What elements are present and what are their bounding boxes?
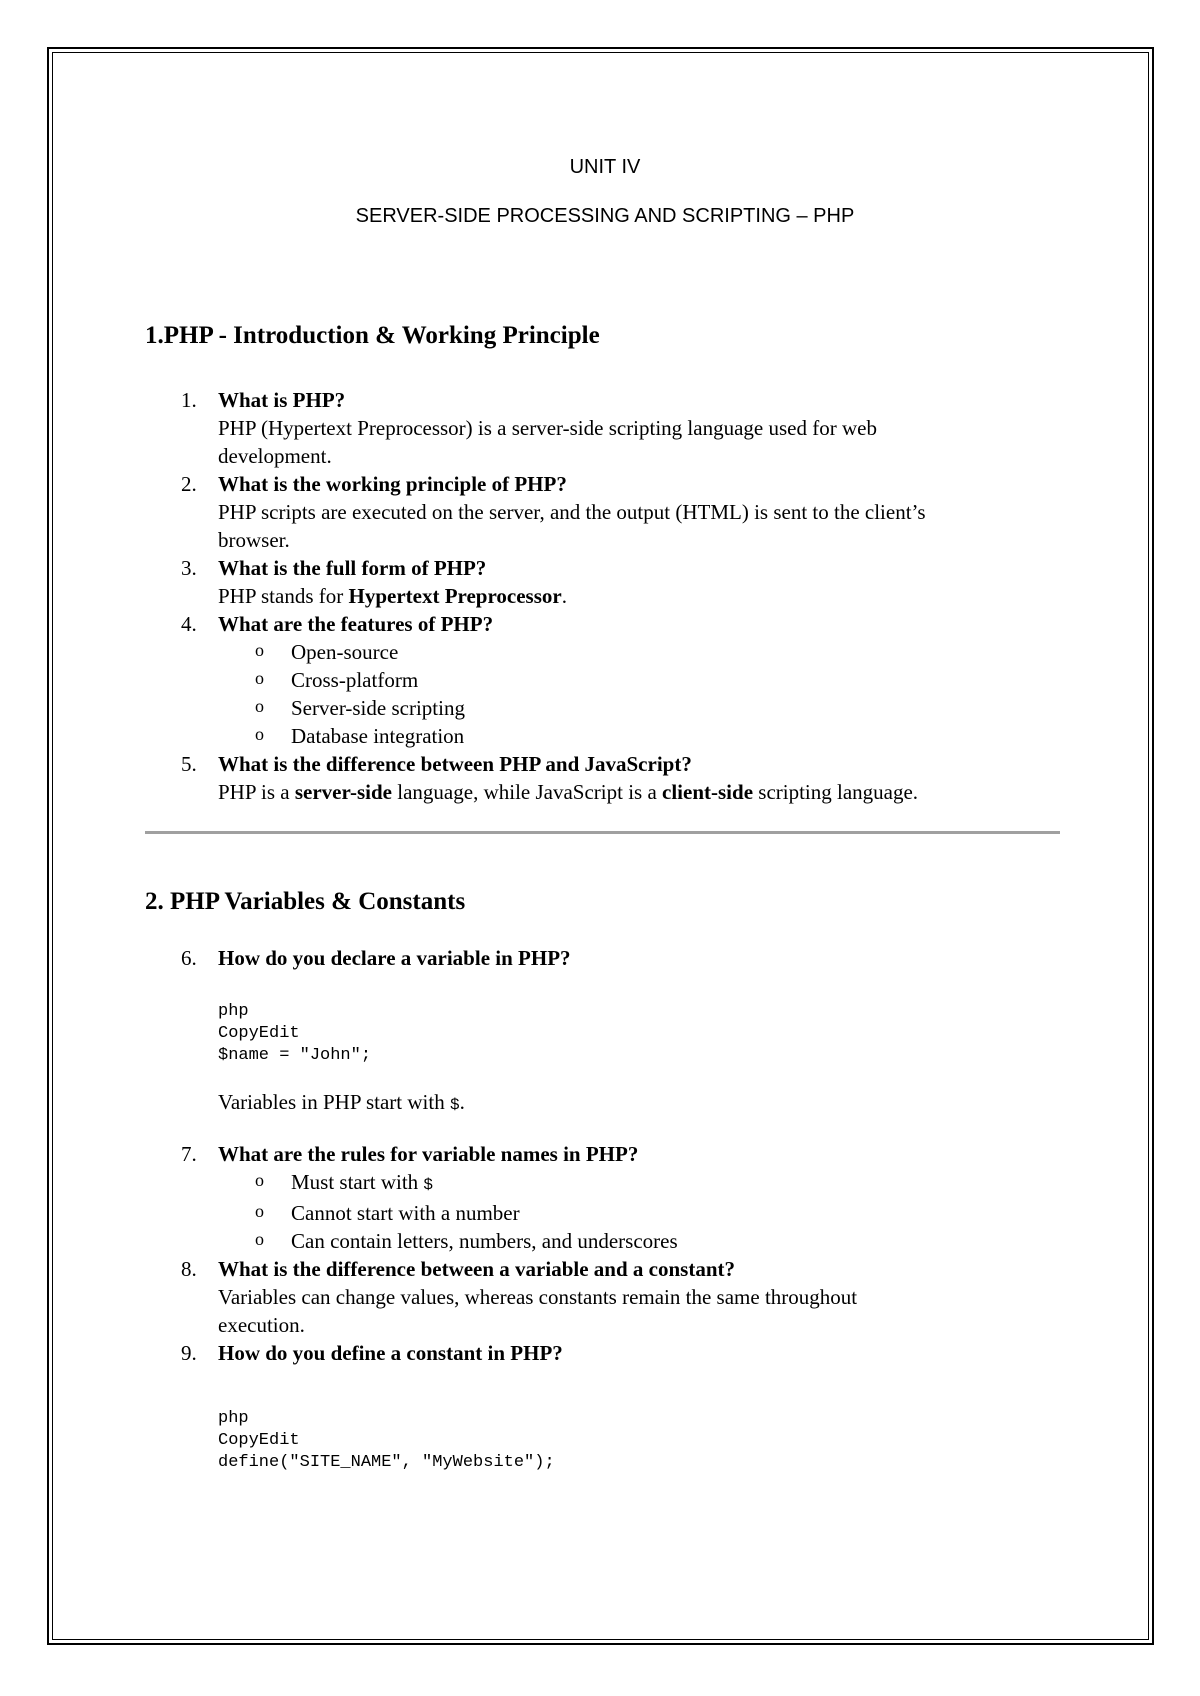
question-number: 7. — [181, 1142, 197, 1166]
question-6 — [145, 944, 1055, 972]
question-number: 3. — [181, 556, 197, 580]
section-2-heading: 2. PHP Variables & Constants — [145, 888, 466, 915]
answer-line: Variables can change values, whereas constants remain the same throughout — [218, 1285, 858, 1309]
question-text: What are the features of PHP? — [218, 612, 494, 636]
question-number: 1. — [181, 388, 197, 412]
list-item-text: Must start with — [291, 1170, 424, 1194]
section-1-heading: 1.PHP - Introduction & Working Principle — [145, 322, 600, 349]
question-number: 9. — [181, 1341, 197, 1365]
question-text: What is the difference between a variable and a constant? — [218, 1257, 735, 1281]
answer-emphasis: client-side — [662, 780, 754, 804]
answer-text: language, while JavaScript is a — [392, 780, 663, 804]
question-3 — [145, 554, 1055, 610]
answer-text: PHP stands for — [218, 584, 349, 608]
question-text: How do you declare a variable in PHP? — [218, 946, 571, 970]
bullet-marker: o — [255, 1201, 264, 1221]
inline-code: $ — [449, 1096, 460, 1114]
list-item-text: Database integration — [291, 724, 465, 748]
list-item — [145, 638, 1055, 666]
code-block-define-constant — [218, 1408, 555, 1474]
question-text: What are the rules for variable names in PHP? — [218, 1142, 639, 1166]
list-item — [145, 1168, 1055, 1199]
question-text: What is the working principle of PHP? — [218, 472, 567, 496]
list-item-text: Can contain letters, numbers, and underscores — [291, 1229, 678, 1253]
question-number: 2. — [181, 472, 197, 496]
question-number: 5. — [181, 752, 197, 776]
answer-line — [218, 582, 1055, 610]
features-list — [145, 638, 1055, 750]
answer-emphasis: Hypertext Preprocessor — [348, 584, 562, 608]
variable-note — [218, 1088, 465, 1119]
horizontal-rule — [145, 831, 1060, 834]
bullet-marker: o — [255, 668, 264, 688]
unit-title: UNIT IV — [569, 156, 641, 178]
answer-text: . — [561, 584, 567, 608]
list-item — [145, 666, 1055, 694]
question-9 — [145, 1339, 1055, 1367]
question-5 — [145, 750, 1055, 806]
question-2 — [145, 470, 1055, 554]
bullet-marker: o — [255, 640, 264, 660]
question-number: 4. — [181, 612, 197, 636]
bullet-marker: o — [255, 696, 264, 716]
answer-line: PHP scripts are executed on the server, and the output (HTML) is sent to the client’s — [218, 500, 926, 524]
note-text: Variables in PHP start with — [218, 1090, 450, 1114]
answer-line: PHP (Hypertext Preprocessor) is a server-side scripting language used for web — [218, 416, 877, 440]
list-item — [145, 1199, 1055, 1227]
list-item-text: Open-source — [291, 640, 399, 664]
code-language-label: php — [218, 1409, 249, 1428]
copy-edit-label[interactable]: CopyEdit — [218, 1024, 300, 1043]
answer-emphasis: server-side — [294, 780, 393, 804]
list-item-text: Cannot start with a number — [291, 1201, 520, 1225]
list-item — [145, 722, 1055, 750]
question-4 — [145, 610, 1055, 638]
page-border-inner — [52, 52, 1149, 1640]
section-2-questions — [145, 1140, 1055, 1367]
bullet-marker: o — [255, 1229, 264, 1249]
answer-text: scripting language. — [753, 780, 919, 804]
question-text: How do you define a constant in PHP? — [218, 1341, 563, 1365]
question-7 — [145, 1140, 1055, 1168]
code-line: $name = "John"; — [218, 1046, 372, 1065]
question-number: 8. — [181, 1257, 197, 1281]
answer-line: browser. — [218, 528, 290, 552]
question-text: What is PHP? — [218, 388, 346, 412]
answer-text: PHP is a — [218, 780, 295, 804]
list-item-text: Server-side scripting — [291, 696, 465, 720]
code-line: define("SITE_NAME", "MyWebsite"); — [218, 1453, 555, 1472]
variable-rules-list — [145, 1168, 1055, 1255]
question-text: What is the difference between PHP and JavaScript? — [218, 752, 692, 776]
code-block-declare-variable — [218, 1001, 371, 1067]
section-1-questions — [145, 386, 1055, 806]
list-item — [145, 694, 1055, 722]
list-item-text: Cross-platform — [291, 668, 419, 692]
answer-line: development. — [218, 444, 332, 468]
answer-line — [218, 778, 1055, 806]
copy-edit-label[interactable]: CopyEdit — [218, 1431, 300, 1450]
question-8 — [145, 1255, 1055, 1339]
code-language-label: php — [218, 1002, 249, 1021]
list-item — [145, 1227, 1055, 1255]
question-number: 6. — [181, 946, 197, 970]
bullet-marker: o — [255, 724, 264, 744]
note-text: . — [459, 1090, 465, 1114]
question-1 — [145, 386, 1055, 470]
unit-subtitle: SERVER-SIDE PROCESSING AND SCRIPTING – PHP — [355, 205, 855, 227]
bullet-marker: o — [255, 1170, 264, 1190]
question-text: What is the full form of PHP? — [218, 556, 487, 580]
answer-line: execution. — [218, 1313, 305, 1337]
inline-code: $ — [423, 1176, 434, 1194]
